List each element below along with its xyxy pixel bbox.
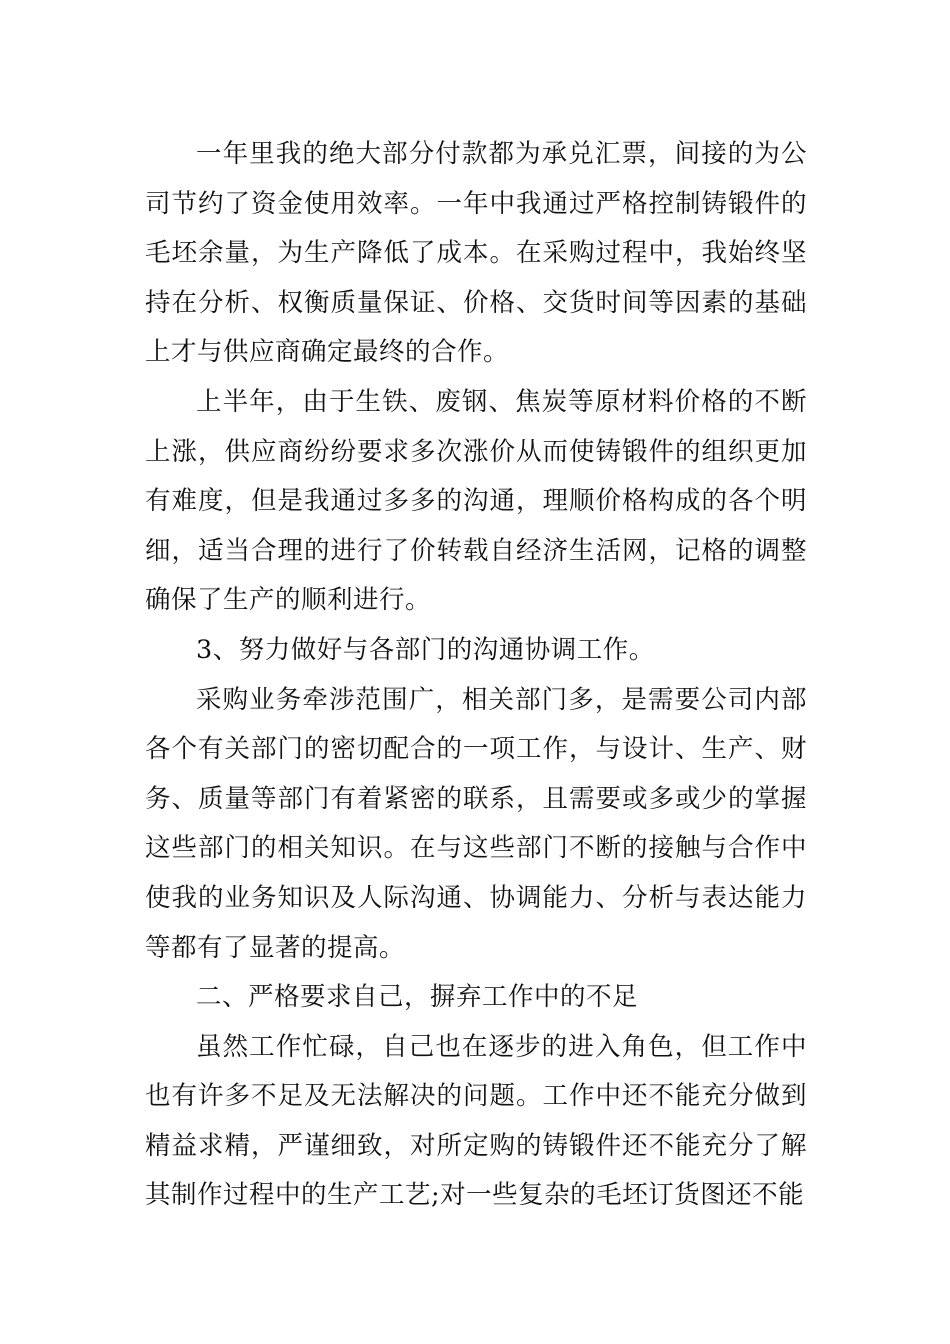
paragraph-shortcomings: 虽然工作忙碌，自己也在逐步的进入角色，但工作中也有许多不足及无法解决的问题。工作中还不能充分做到精益求精，严谨细致，对所定购的铸锻件还不能充分了解其制作过程中的生产工艺;对一些复杂的毛坯订货图还不能 <box>145 1031 807 1211</box>
paragraph-payment-cost: 一年里我的绝大部分付款都为承兑汇票，间接的为公司节约了资金使用效率。一年中我通过严格控制铸锻件的毛坯余量，为生产降低了成本。在采购过程中，我始终坚持在分析、权衡质量保证、价格、交货时间等因素的基础上才与供应商确定最终的合作。 <box>145 139 807 368</box>
document-body <box>145 130 807 1221</box>
section-heading-coordination: 3、努力做好与各部门的沟通协调工作。 <box>196 634 655 665</box>
paragraph-department-coordination: 采购业务牵涉范围广，相关部门多，是需要公司内部各个有关部门的密切配合的一项工作，与设计、生产、财务、质量等部门有着紧密的联系，且需要或多或少的掌握这些部门的相关知识。在与这些部门不断的接触与合作中使我的业务知识及人际沟通、协调能力、分析与表达能力等都有了显著的提高。 <box>145 684 807 963</box>
section-heading-shortcomings: 二、严格要求自己，摒弃工作中的不足 <box>196 982 639 1013</box>
paragraph-price-negotiation: 上半年，由于生铁、废钢、焦炭等原材料价格的不断上涨，供应商纷纷要求多次涨价从而使铸锻件的组织更加有难度，但是我通过多多的沟通，理顺价格构成的各个明细，适当合理的进行了价转载自经济生活网，记格的调整确保了生产的顺利进行。 <box>145 386 807 616</box>
